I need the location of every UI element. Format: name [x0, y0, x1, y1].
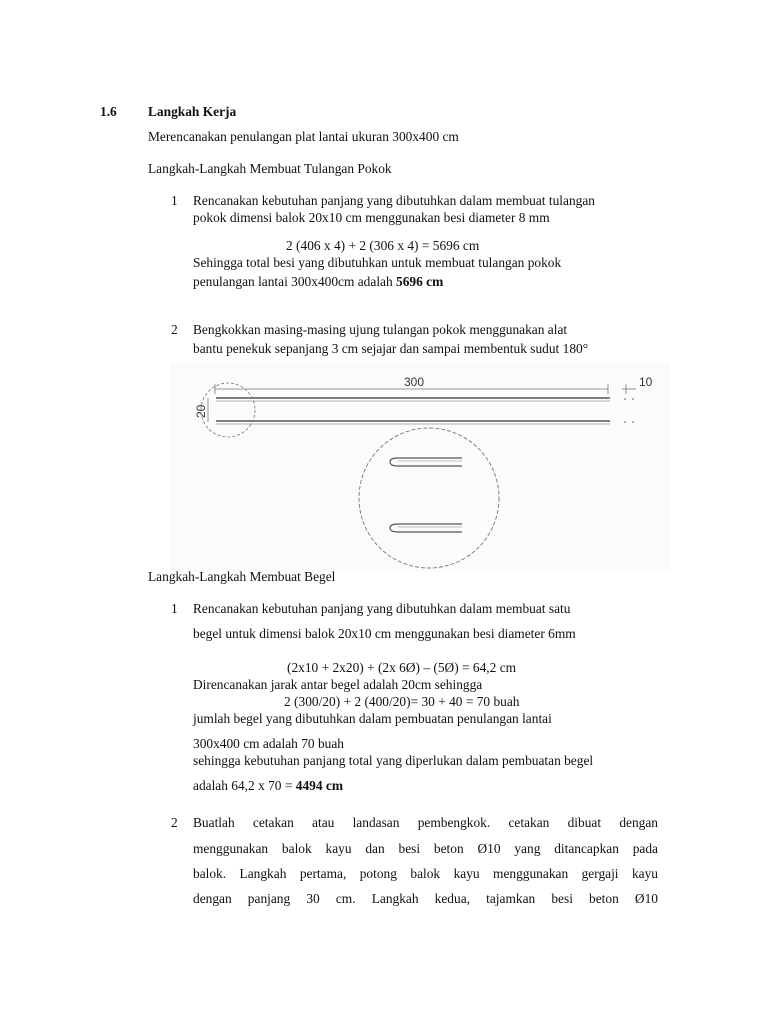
label-length: 300 [404, 375, 425, 389]
pokok-step2-number: 2 [171, 322, 178, 337]
label-side: 10 [639, 375, 653, 389]
begel-step1-line3: Direncanakan jarak antar begel adalah 20cm sehingga [193, 677, 483, 692]
begel-step1-total: 4494 cm [295, 778, 343, 793]
begel-step1-line6: sehingga kebutuhan panjang total yang diperlukan dalam pembuatan begel [193, 753, 594, 768]
pokok-step1-formula: 2 (406 x 4) + 2 (306 x 4) = 5696 cm [286, 238, 480, 253]
rebar-diagram [170, 362, 670, 572]
begel-step2-number: 2 [171, 815, 178, 830]
pokok-step1-total: 5696 cm [396, 274, 444, 289]
begel-step2-line1: Buatlah cetakan atau landasan pembengkok. cetakan dibuat dengan [193, 815, 658, 830]
begel-step1-line7-text: adalah 64,2 x 70 = [193, 778, 296, 793]
pokok-step1-line1: Rencanakan kebutuhan panjang yang dibutuhkan dalam membuat tulangan [193, 193, 595, 208]
section-intro: Merencanakan penulangan plat lantai ukuran 300x400 cm [148, 129, 459, 144]
pokok-heading: Langkah-Langkah Membuat Tulangan Pokok [148, 161, 392, 176]
pokok-step2-line1: Bengkokkan masing-masing ujung tulangan pokok menggunakan alat [193, 322, 568, 337]
begel-step1-line4: jumlah begel yang dibutuhkan dalam pembuatan penulangan lantai [193, 711, 552, 726]
begel-step2-line2: menggunakan balok kayu dan besi beton Ø10 yang ditancapkan pada [193, 841, 658, 856]
begel-step1-line1: Rencanakan kebutuhan panjang yang dibutuhkan dalam membuat satu [193, 601, 571, 616]
label-height: 20 [194, 404, 208, 418]
begel-step1-line5: 300x400 cm adalah 70 buah [193, 736, 344, 751]
begel-step1-formula1: (2x10 + 2x20) + (2x 6Ø) – (5Ø) = 64,2 cm [287, 660, 517, 675]
section-title: Langkah Kerja [148, 104, 237, 119]
begel-heading: Langkah-Langkah Membuat Begel [148, 569, 336, 584]
pokok-step1-number: 1 [171, 193, 178, 208]
pokok-step2-line2: bantu penekuk sepanjang 3 cm sejajar dan sampai membentuk sudut 180° [193, 341, 589, 356]
pokok-step1-result2-text: penulangan lantai 300x400cm adalah [193, 274, 397, 289]
begel-step1-number: 1 [171, 601, 178, 616]
pokok-step1-result2 [193, 274, 443, 290]
pokok-step1-line2: pokok dimensi balok 20x10 cm menggunakan besi diameter 8 mm [193, 210, 550, 225]
begel-step2-line4: dengan panjang 30 cm. Langkah kedua, tajamkan besi beton Ø10 [193, 891, 658, 906]
diagram-background [170, 362, 670, 572]
section-number: 1.6 [100, 104, 117, 119]
begel-step1-line7 [193, 778, 343, 794]
begel-step2-line3: balok. Langkah pertama, potong balok kayu menggunakan gergaji kayu [193, 866, 658, 881]
begel-step1-line2: begel untuk dimensi balok 20x10 cm menggunakan besi diameter 6mm [193, 626, 576, 641]
pokok-step1-result1: Sehingga total besi yang dibutuhkan untuk membuat tulangan pokok [193, 255, 562, 270]
begel-step1-formula2: 2 (300/20) + 2 (400/20)= 30 + 40 = 70 buah [284, 694, 520, 709]
